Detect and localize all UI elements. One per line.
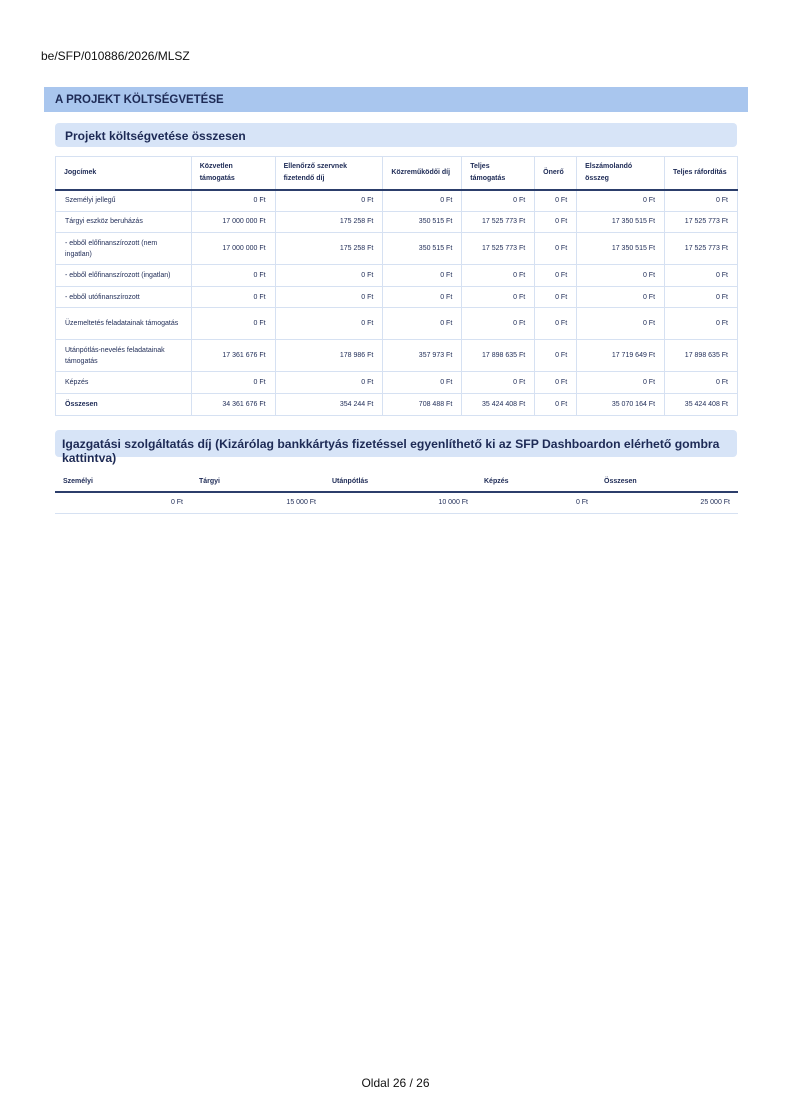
cell-value: 17 898 635 Ft <box>462 340 535 372</box>
cell-value: 0 Ft <box>275 372 383 394</box>
cell-value: 0 Ft <box>535 265 577 287</box>
cell-value: 0 Ft <box>191 308 275 340</box>
cell-value: 0 Ft <box>577 308 665 340</box>
table-row <box>56 286 738 308</box>
cell-value: 175 258 Ft <box>275 211 383 233</box>
cell-value: 0 Ft <box>383 190 462 212</box>
table-row <box>56 190 738 212</box>
row-label: Tárgyi eszköz beruházás <box>56 211 192 233</box>
col-header-ellenorzo-dij: Ellenőrző szervnek fizetendő díj <box>275 157 383 190</box>
row-label: Utánpótlás-nevelés feladatainak támogatás <box>56 340 192 372</box>
cell-value: 0 Ft <box>665 308 738 340</box>
cell-value: 0 Ft <box>665 372 738 394</box>
table-row <box>56 372 738 394</box>
cell-value: 0 Ft <box>462 190 535 212</box>
cell-value: 0 Ft <box>383 265 462 287</box>
cell-value: 0 Ft <box>535 372 577 394</box>
row-label: - ebből előfinanszírozott (ingatlan) <box>56 265 192 287</box>
cell-value: 34 361 676 Ft <box>191 393 275 415</box>
cell-value: 0 Ft <box>665 265 738 287</box>
cell-value: 35 424 408 Ft <box>665 393 738 415</box>
section-header-project-budget: A PROJEKT KÖLTSÉGVETÉSE <box>44 87 748 112</box>
row-label: Üzemeltetés feladatainak támogatás <box>56 308 192 340</box>
cell-value: 0 Ft <box>535 190 577 212</box>
table-row <box>56 308 738 340</box>
cell-value: 0 Ft <box>462 286 535 308</box>
cell-value: 17 350 515 Ft <box>577 211 665 233</box>
cell-value: 17 361 676 Ft <box>191 340 275 372</box>
row-label: - ebből előfinanszírozott (nem ingatlan) <box>56 233 192 265</box>
col-header-utanpotlas: Utánpótlás <box>324 472 476 492</box>
col-header-targyi: Tárgyi <box>191 472 324 492</box>
cell-value: 0 Ft <box>275 265 383 287</box>
cell-value: 175 258 Ft <box>275 233 383 265</box>
col-header-onero: Önerő <box>535 157 577 190</box>
cell-value: 0 Ft <box>665 286 738 308</box>
cell-value: 0 Ft <box>476 492 596 513</box>
cell-value: 35 070 164 Ft <box>577 393 665 415</box>
cell-value: 0 Ft <box>55 492 191 513</box>
cell-value: 0 Ft <box>191 286 275 308</box>
cell-value: 0 Ft <box>191 372 275 394</box>
cell-value: 17 350 515 Ft <box>577 233 665 265</box>
cell-value: 17 525 773 Ft <box>462 233 535 265</box>
col-header-teljes-tamogatas: Teljes támogatás <box>462 157 535 190</box>
total-row <box>56 393 738 415</box>
col-header-jogcimek: Jogcímek <box>56 157 192 190</box>
cell-value: 17 525 773 Ft <box>462 211 535 233</box>
budget-summary-table <box>55 156 738 416</box>
row-label: - ebből utófinanszírozott <box>56 286 192 308</box>
cell-value: 0 Ft <box>383 286 462 308</box>
cell-value: 15 000 Ft <box>191 492 324 513</box>
row-label-total: Összesen <box>56 393 192 415</box>
cell-value: 0 Ft <box>577 265 665 287</box>
cell-value: 350 515 Ft <box>383 211 462 233</box>
col-header-teljes-raforditas: Teljes ráfordítás <box>665 157 738 190</box>
table-row <box>56 340 738 372</box>
cell-value: 0 Ft <box>535 393 577 415</box>
cell-value: 357 973 Ft <box>383 340 462 372</box>
cell-value: 354 244 Ft <box>275 393 383 415</box>
cell-value: 25 000 Ft <box>596 492 738 513</box>
cell-value: 0 Ft <box>462 372 535 394</box>
col-header-elszamolando-osszeg: Elszámolandó összeg <box>577 157 665 190</box>
col-header-kozvetlen-tamogatas: Közvetlen támogatás <box>191 157 275 190</box>
cell-value: 17 525 773 Ft <box>665 211 738 233</box>
col-header-osszesen: Összesen <box>596 472 738 492</box>
admin-fee-title: Igazgatási szolgáltatás díj (Kizárólag bankkártyás fizetéssel egyenlíthető ki az SFP Dashboardon elérhető gombra kattintva) <box>55 430 737 457</box>
cell-value: 0 Ft <box>535 233 577 265</box>
document-id: be/SFP/010886/2026/MLSZ <box>41 49 190 63</box>
cell-value: 0 Ft <box>191 265 275 287</box>
cell-value: 0 Ft <box>665 190 738 212</box>
cell-value: 0 Ft <box>535 308 577 340</box>
cell-value: 0 Ft <box>383 372 462 394</box>
cell-value: 17 000 000 Ft <box>191 233 275 265</box>
table-row <box>56 233 738 265</box>
cell-value: 0 Ft <box>275 286 383 308</box>
cell-value: 350 515 Ft <box>383 233 462 265</box>
cell-value: 0 Ft <box>535 340 577 372</box>
cell-value: 10 000 Ft <box>324 492 476 513</box>
cell-value: 0 Ft <box>535 286 577 308</box>
cell-value: 0 Ft <box>535 211 577 233</box>
row-label: Képzés <box>56 372 192 394</box>
cell-value: 17 000 000 Ft <box>191 211 275 233</box>
cell-value: 708 488 Ft <box>383 393 462 415</box>
cell-value: 0 Ft <box>275 190 383 212</box>
cell-value: 178 986 Ft <box>275 340 383 372</box>
cell-value: 0 Ft <box>462 308 535 340</box>
col-header-kozremukodoi-dij: Közreműködői díj <box>383 157 462 190</box>
budget-summary-title: Projekt költségvetése összesen <box>55 123 737 147</box>
cell-value: 17 898 635 Ft <box>665 340 738 372</box>
table-row <box>55 492 738 513</box>
page-number: Oldal 26 / 26 <box>361 1076 430 1090</box>
cell-value: 0 Ft <box>462 265 535 287</box>
admin-fee-table <box>55 472 738 514</box>
row-label: Személyi jellegű <box>56 190 192 212</box>
cell-value: 0 Ft <box>275 308 383 340</box>
cell-value: 17 719 649 Ft <box>577 340 665 372</box>
table-row <box>56 265 738 287</box>
col-header-szemelyi: Személyi <box>55 472 191 492</box>
col-header-kepzes: Képzés <box>476 472 596 492</box>
cell-value: 35 424 408 Ft <box>462 393 535 415</box>
table-row <box>56 211 738 233</box>
cell-value: 0 Ft <box>577 190 665 212</box>
cell-value: 0 Ft <box>191 190 275 212</box>
fee-header-row <box>55 472 738 492</box>
cell-value: 17 525 773 Ft <box>665 233 738 265</box>
cell-value: 0 Ft <box>577 286 665 308</box>
budget-header-row <box>56 157 738 190</box>
cell-value: 0 Ft <box>383 308 462 340</box>
cell-value: 0 Ft <box>577 372 665 394</box>
